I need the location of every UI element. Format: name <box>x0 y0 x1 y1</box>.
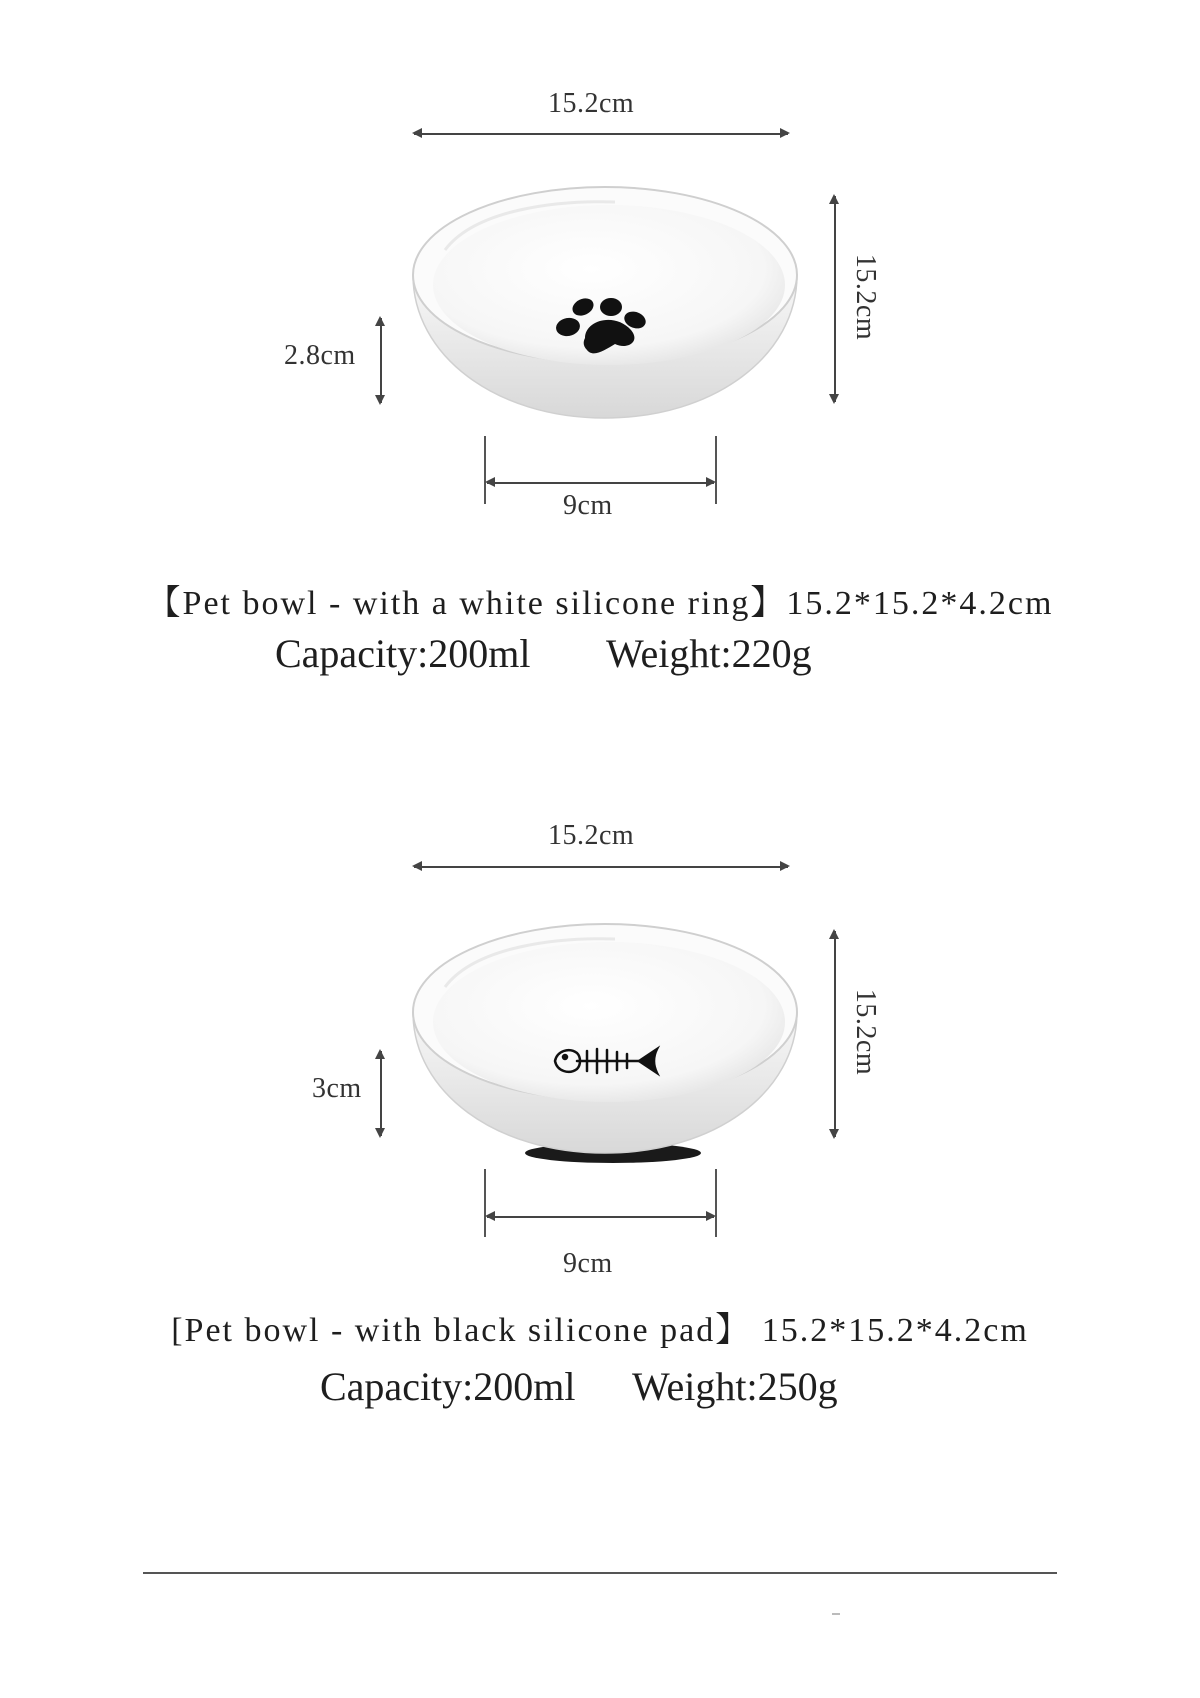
base-tick-right <box>715 1169 717 1237</box>
base-dimension-label: 9cm <box>563 1248 613 1279</box>
weight-text: Weight:250g <box>632 1364 838 1409</box>
height-dimension-label: 2.8cm <box>284 340 356 371</box>
width-dimension-arrow <box>414 133 788 135</box>
width-dimension-label: 15.2cm <box>548 820 635 851</box>
product-card-black-pad <box>0 735 1200 1495</box>
height-dimension-label: 3cm <box>312 1073 362 1104</box>
depth-dimension-arrow <box>834 196 836 402</box>
base-tick-right <box>715 436 717 504</box>
base-dimension-arrow <box>487 482 714 484</box>
base-tick-left <box>484 436 486 504</box>
base-dimension-arrow <box>487 1216 714 1218</box>
height-dimension-arrow <box>380 1051 382 1136</box>
width-dimension-label: 15.2cm <box>548 88 635 119</box>
footer-divider <box>143 1572 1057 1574</box>
width-dimension-arrow <box>414 866 788 868</box>
product-card-white-ring <box>0 0 1200 760</box>
height-dimension-arrow <box>380 318 382 403</box>
product-title: [Pet bowl - with black silicone pad】 15.2*15.2*4.2cm <box>171 1312 1029 1349</box>
capacity-text: Capacity:200ml <box>275 631 531 676</box>
depth-dimension-label: 15.2cm <box>850 988 882 1076</box>
depth-dimension-arrow <box>834 931 836 1137</box>
capacity-text: Capacity:200ml <box>320 1364 576 1409</box>
product-title: 【Pet bowl - with a white silicone ring】15.2*15.2*4.2cm <box>146 585 1054 622</box>
weight-text: Weight:220g <box>606 631 812 676</box>
base-tick-left <box>484 1169 486 1237</box>
footer-mark <box>832 1613 840 1615</box>
bowl-image-black-pad <box>405 917 805 1167</box>
base-dimension-label: 9cm <box>563 490 613 521</box>
depth-dimension-label: 15.2cm <box>850 253 882 341</box>
bowl-image-white-ring <box>405 180 805 425</box>
